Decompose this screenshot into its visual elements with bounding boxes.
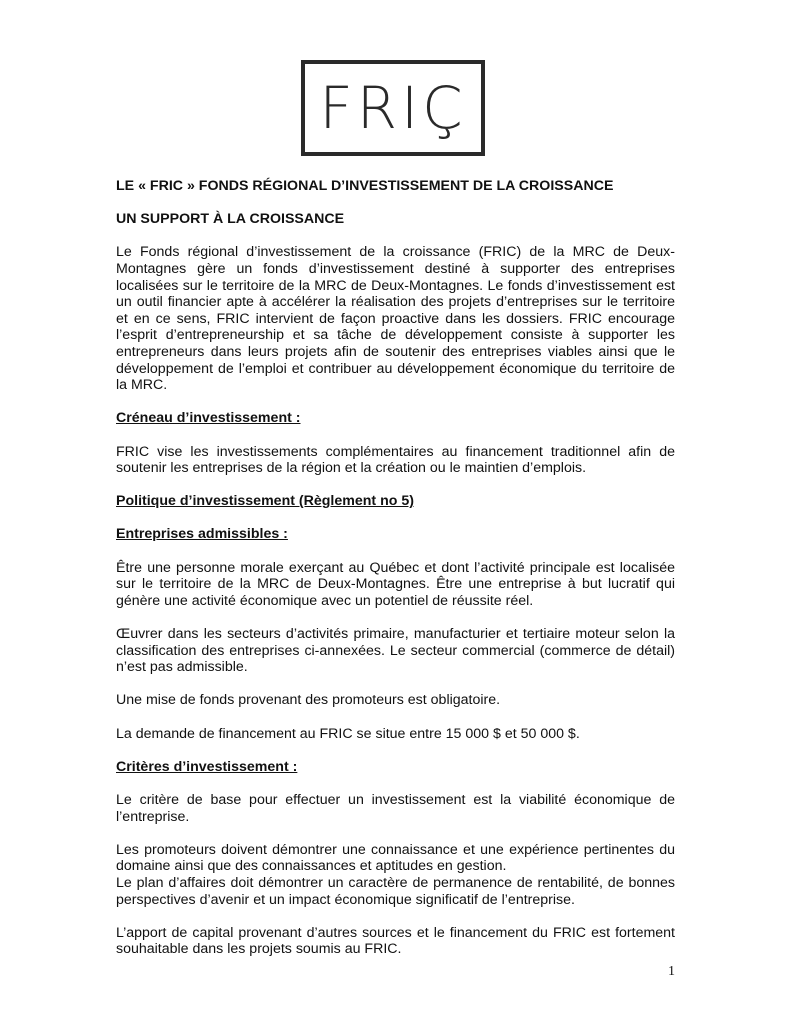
document-subtitle: UN SUPPORT À LA CROISSANCE bbox=[116, 211, 345, 228]
document-body bbox=[116, 178, 675, 958]
admissibles-paragraph-2: Œuvrer dans les secteurs d’activités primaire, manufacturier et tertiaire moteur selon la classification des entreprises ci-annexées. Le secteur commercial (commerce de détail) n’est pas admissible. bbox=[116, 626, 675, 676]
criteres-paragraph-3: L’apport de capital provenant d’autres sources et le financement du FRIC est fortement souhaitable dans les projets soumis au FRIC. bbox=[116, 924, 675, 958]
criteres-paragraph-1: Le critère de base pour effectuer un investissement est la viabilité économique de l’entreprise. bbox=[116, 791, 675, 825]
logo-text: FRIÇ bbox=[319, 74, 467, 142]
admissibles-heading: Entreprises admissibles : bbox=[116, 526, 288, 543]
document-title: LE « FRIC » FONDS RÉGIONAL D’INVESTISSEMENT DE LA CROISSANCE bbox=[116, 178, 614, 194]
admissibles-paragraph-1: Être une personne morale exerçant au Québec et dont l’activité principale est localisée sur le territoire de la MRC de Deux-Montagnes. Être une entreprise à but lucratif qui génère une activité économique avec un potentiel de réussite réel. bbox=[116, 559, 675, 609]
creneau-paragraph: FRIC vise les investissements complémentaires au financement traditionnel afin de soutenir les entreprises de la région et la création ou le maintien d’emplois. bbox=[116, 443, 675, 477]
fric-logo bbox=[301, 60, 485, 156]
page-number: 1 bbox=[668, 964, 675, 979]
creneau-heading: Créneau d’investissement : bbox=[116, 410, 301, 427]
intro-paragraph: Le Fonds régional d’investissement de la croissance (FRIC) de la MRC de Deux-Montagnes gère un fonds d’investissement destiné à supporter des entreprises localisées sur le territoire de la MRC de Deux-Montagnes. Le fonds d’investissement est un outil financier apte à accélérer la réalisation des projets d’entreprises sur le territoire et en ce sens, FRIC intervient de façon proactive dans les dossiers. FRIC encourage l’esprit d’entrepreneurship et sa tâche de développement consiste à supporter les entrepreneurs dans leurs projets afin de soutenir des entreprises viables ainsi que le développement de l’emploi et contribuer au développement économique du territoire de la MRC. bbox=[116, 244, 675, 394]
politique-heading: Politique d’investissement (Règlement no 5) bbox=[116, 493, 414, 510]
criteres-heading: Critères d’investissement : bbox=[116, 758, 298, 775]
admissibles-paragraph-4: La demande de financement au FRIC se situe entre 15 000 $ et 50 000 $. bbox=[116, 725, 580, 742]
criteres-paragraph-2b: Le plan d’affaires doit démontrer un caractère de permanence de rentabilité, de bonnes perspectives d’avenir et un impact économique significatif de l’entreprise. bbox=[116, 874, 675, 908]
admissibles-paragraph-3: Une mise de fonds provenant des promoteurs est obligatoire. bbox=[116, 692, 501, 709]
criteres-paragraph-2a: Les promoteurs doivent démontrer une connaissance et une expérience pertinentes du domaine ainsi que des connaissances et aptitudes en gestion. bbox=[116, 841, 675, 875]
